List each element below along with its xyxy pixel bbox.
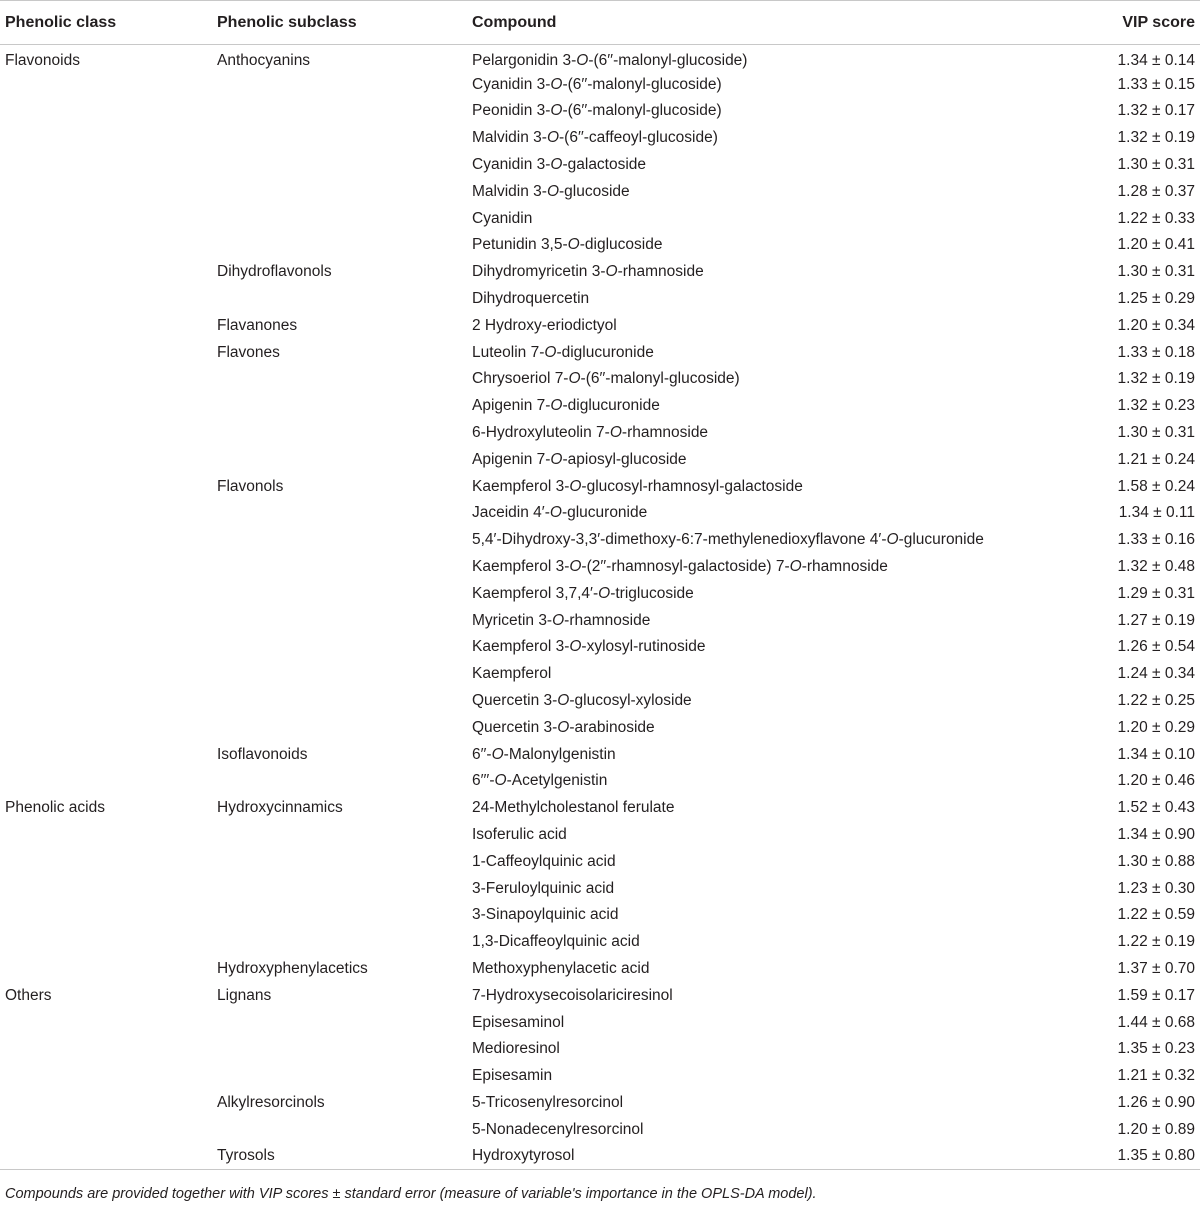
cell-compound: Cyanidin <box>472 209 533 227</box>
cell-phenolic-subclass: Flavones <box>217 343 280 361</box>
cell-compound: Petunidin 3,5-O-diglucoside <box>472 236 663 254</box>
cell-compound: Myricetin 3-O-rhamnoside <box>472 611 651 629</box>
cell-phenolic-subclass: Alkylresorcinols <box>217 1093 325 1111</box>
cell-phenolic-subclass <box>217 232 472 259</box>
cell-vip-score: 1.33 ± 0.16 <box>1117 531 1195 549</box>
header-compound: Compound <box>472 1 1032 45</box>
cell-phenolic-class <box>0 875 217 902</box>
cell-phenolic-class <box>0 848 217 875</box>
cell-compound: Dihydromyricetin 3-O-rhamnoside <box>472 263 704 281</box>
table-row <box>0 848 1200 875</box>
cell-phenolic-class <box>0 98 217 125</box>
table-row <box>0 554 1200 581</box>
table-row <box>0 500 1200 527</box>
cell-phenolic-class <box>0 205 217 232</box>
cell-vip-score: 1.29 ± 0.31 <box>1117 584 1195 602</box>
cell-vip-score: 1.30 ± 0.88 <box>1117 852 1195 870</box>
cell-phenolic-subclass <box>217 661 472 688</box>
cell-phenolic-class <box>0 554 217 581</box>
cell-phenolic-class <box>0 580 217 607</box>
cell-phenolic-class <box>0 607 217 634</box>
cell-compound: Isoferulic acid <box>472 826 567 843</box>
table-row <box>0 232 1200 259</box>
cell-vip-score: 1.59 ± 0.17 <box>1117 986 1195 1004</box>
table-row <box>0 1143 1200 1170</box>
cell-vip-score: 1.20 ± 0.41 <box>1117 236 1195 254</box>
cell-compound: 6′′-O-Malonylgenistin <box>472 745 616 763</box>
cell-vip-score: 1.44 ± 0.68 <box>1117 1013 1195 1031</box>
cell-compound: 3-Sinapoylquinic acid <box>472 906 619 924</box>
cell-vip-score: 1.24 ± 0.34 <box>1117 665 1195 683</box>
cell-phenolic-subclass <box>217 688 472 715</box>
cell-phenolic-subclass <box>217 580 472 607</box>
table-row <box>0 741 1200 768</box>
cell-phenolic-subclass <box>217 286 472 313</box>
cell-compound: Quercetin 3-O-glucosyl-xyloside <box>472 692 692 710</box>
cell-compound: Cyanidin 3-O-galactoside <box>472 156 647 174</box>
cell-compound: Cyanidin 3-O-(6′′-malonyl-glucoside) <box>472 75 722 93</box>
cell-phenolic-subclass <box>217 500 472 527</box>
cell-compound: Hydroxytyrosol <box>472 1143 1032 1170</box>
cell-compound: Jaceidin 4′-O-glucuronide <box>472 504 648 522</box>
header-phenolic-subclass: Phenolic subclass <box>217 1 472 45</box>
table-row <box>0 714 1200 741</box>
cell-vip-score: 1.21 ± 0.24 <box>1117 450 1195 468</box>
cell-phenolic-subclass: Hydroxycinnamics <box>217 799 343 817</box>
cell-phenolic-class <box>0 661 217 688</box>
cell-phenolic-subclass <box>217 152 472 179</box>
table-row <box>0 822 1200 849</box>
table-row <box>0 768 1200 795</box>
cell-phenolic-subclass <box>217 125 472 152</box>
cell-phenolic-subclass <box>217 527 472 554</box>
cell-phenolic-subclass <box>217 1063 472 1090</box>
header-vip-score: VIP score <box>1032 1 1200 45</box>
cell-phenolic-class: Others <box>5 986 52 1004</box>
table-row <box>0 259 1200 286</box>
table-row <box>0 446 1200 473</box>
header-row <box>0 1 1200 45</box>
cell-phenolic-subclass <box>217 607 472 634</box>
cell-phenolic-subclass <box>217 634 472 661</box>
table-row <box>0 607 1200 634</box>
cell-compound: 1,3-Dicaffeoylquinic acid <box>472 933 640 951</box>
cell-phenolic-subclass <box>217 1036 472 1063</box>
cell-compound: Kaempferol <box>472 665 552 683</box>
cell-vip-score: 1.28 ± 0.37 <box>1117 182 1195 200</box>
cell-phenolic-subclass <box>217 205 472 232</box>
cell-vip-score: 1.33 ± 0.18 <box>1117 343 1195 361</box>
table-row <box>0 688 1200 715</box>
cell-phenolic-class <box>0 393 217 420</box>
cell-compound: Episesaminol <box>472 1013 565 1031</box>
cell-phenolic-class <box>0 71 217 98</box>
cell-vip-score: 1.34 ± 0.10 <box>1117 745 1195 763</box>
cell-vip-score: 1.27 ± 0.19 <box>1117 611 1195 629</box>
table-row <box>0 1009 1200 1036</box>
cell-compound: 6′′′-O-Acetylgenistin <box>472 772 608 790</box>
cell-phenolic-class <box>0 714 217 741</box>
cell-vip-score: 1.33 ± 0.15 <box>1117 75 1195 93</box>
table-row <box>0 71 1200 98</box>
cell-compound: Apigenin 7-O-apiosyl-glucoside <box>472 450 687 468</box>
cell-phenolic-class <box>0 741 217 768</box>
table-row <box>0 527 1200 554</box>
cell-phenolic-class <box>0 822 217 849</box>
cell-compound: Malvidin 3-O-glucoside <box>472 182 630 200</box>
cell-phenolic-class <box>0 125 217 152</box>
table-row <box>0 634 1200 661</box>
cell-phenolic-subclass: Tyrosols <box>217 1143 472 1170</box>
cell-phenolic-subclass <box>217 393 472 420</box>
cell-compound: Kaempferol 3-O-glucosyl-rhamnosyl-galactoside <box>472 477 803 495</box>
table-row <box>0 473 1200 500</box>
cell-phenolic-class <box>0 1063 217 1090</box>
cell-vip-score: 1.22 ± 0.19 <box>1117 933 1195 951</box>
table-row <box>0 205 1200 232</box>
cell-phenolic-class <box>0 1036 217 1063</box>
table-row <box>0 982 1200 1009</box>
cell-phenolic-class <box>0 312 217 339</box>
table-row <box>0 1116 1200 1143</box>
table-row <box>0 312 1200 339</box>
cell-vip-score: 1.32 ± 0.19 <box>1117 370 1195 388</box>
cell-vip-score: 1.30 ± 0.31 <box>1117 424 1195 442</box>
table-row <box>0 661 1200 688</box>
table-row <box>0 286 1200 313</box>
cell-phenolic-class <box>0 688 217 715</box>
cell-compound: Kaempferol 3-O-(2′′-rhamnosyl-galactoside) 7-O-rhamnoside <box>472 558 888 576</box>
cell-vip-score: 1.26 ± 0.90 <box>1117 1093 1195 1111</box>
cell-compound: Medioresinol <box>472 1040 560 1058</box>
cell-vip-score: 1.20 ± 0.29 <box>1117 718 1195 736</box>
cell-phenolic-class <box>0 366 217 393</box>
cell-compound: Pelargonidin 3-O-(6′′-malonyl-glucoside) <box>472 52 748 70</box>
cell-compound: 5-Nonadecenylresorcinol <box>472 1120 644 1138</box>
cell-phenolic-class <box>0 1090 217 1117</box>
table-row <box>0 1090 1200 1117</box>
table-row <box>0 956 1200 983</box>
cell-phenolic-subclass <box>217 366 472 393</box>
cell-phenolic-subclass: Hydroxyphenylacetics <box>217 959 368 977</box>
cell-vip-score: 1.34 ± 0.90 <box>1117 826 1195 843</box>
table-row <box>0 393 1200 420</box>
table-row <box>0 1063 1200 1090</box>
table-row <box>0 45 1200 72</box>
cell-compound: Peonidin 3-O-(6′′-malonyl-glucoside) <box>472 102 722 120</box>
cell-phenolic-class <box>0 232 217 259</box>
cell-vip-score: 1.32 ± 0.23 <box>1117 397 1195 415</box>
table-header <box>0 1 1200 45</box>
cell-phenolic-subclass <box>217 98 472 125</box>
cell-phenolic-subclass <box>217 848 472 875</box>
cell-vip-score: 1.37 ± 0.70 <box>1117 959 1195 977</box>
cell-phenolic-subclass <box>217 178 472 205</box>
cell-phenolic-subclass <box>217 71 472 98</box>
cell-vip-score: 1.22 ± 0.59 <box>1117 906 1195 924</box>
cell-vip-score: 1.20 ± 0.46 <box>1117 772 1195 790</box>
cell-phenolic-subclass <box>217 446 472 473</box>
cell-vip-score: 1.52 ± 0.43 <box>1117 799 1195 817</box>
cell-phenolic-class <box>0 473 217 500</box>
cell-vip-score: 1.20 ± 0.34 <box>1117 316 1195 334</box>
table-row <box>0 152 1200 179</box>
cell-compound: 3-Feruloylquinic acid <box>472 879 615 897</box>
cell-compound: 6-Hydroxyluteolin 7-O-rhamnoside <box>472 424 709 442</box>
cell-phenolic-class <box>0 446 217 473</box>
cell-phenolic-class <box>0 152 217 179</box>
table-row <box>0 366 1200 393</box>
cell-phenolic-subclass <box>217 714 472 741</box>
cell-compound: 7-Hydroxysecoisolariciresinol <box>472 986 673 1004</box>
cell-phenolic-subclass <box>217 902 472 929</box>
table-row <box>0 125 1200 152</box>
table-body <box>0 45 1200 1170</box>
cell-phenolic-subclass <box>217 1116 472 1143</box>
cell-phenolic-subclass <box>217 768 472 795</box>
cell-phenolic-class <box>0 420 217 447</box>
cell-compound: 1-Caffeoylquinic acid <box>472 852 616 870</box>
table-row <box>0 580 1200 607</box>
cell-phenolic-subclass <box>217 822 472 849</box>
cell-compound: 5,4′-Dihydroxy-3,3′-dimethoxy-6:7-methylenedioxyflavone 4′-O-glucuronide <box>472 531 984 549</box>
cell-vip-score: 1.20 ± 0.89 <box>1117 1120 1195 1138</box>
cell-phenolic-class <box>0 1009 217 1036</box>
cell-vip-score: 1.21 ± 0.32 <box>1117 1067 1195 1085</box>
table-row <box>0 902 1200 929</box>
cell-phenolic-class <box>0 902 217 929</box>
cell-phenolic-subclass: Dihydroflavonols <box>217 263 332 281</box>
cell-phenolic-class <box>0 259 217 286</box>
cell-compound: Methoxyphenylacetic acid <box>472 959 650 977</box>
cell-vip-score: 1.30 ± 0.31 <box>1117 263 1195 281</box>
cell-vip-score: 1.23 ± 0.30 <box>1117 879 1195 897</box>
cell-vip-score: 1.34 ± 0.11 <box>1118 504 1195 522</box>
cell-compound: 5-Tricosenylresorcinol <box>472 1093 624 1111</box>
cell-vip-score: 1.35 ± 0.23 <box>1117 1040 1195 1058</box>
table-row <box>0 178 1200 205</box>
cell-phenolic-class <box>0 286 217 313</box>
cell-phenolic-class <box>0 768 217 795</box>
cell-phenolic-class <box>0 500 217 527</box>
cell-phenolic-subclass: Lignans <box>217 986 272 1004</box>
table-row <box>0 420 1200 447</box>
cell-phenolic-subclass <box>217 420 472 447</box>
cell-phenolic-subclass <box>217 554 472 581</box>
table-row <box>0 795 1200 822</box>
header-phenolic-class: Phenolic class <box>0 1 217 45</box>
cell-phenolic-class <box>0 339 217 366</box>
cell-compound: Episesamin <box>472 1067 553 1085</box>
cell-vip-score: 1.58 ± 0.24 <box>1117 477 1195 495</box>
table-row <box>0 1036 1200 1063</box>
cell-phenolic-subclass: Flavanones <box>217 316 298 334</box>
cell-compound: 24-Methylcholestanol ferulate <box>472 799 675 817</box>
cell-vip-score: 1.22 ± 0.33 <box>1117 209 1195 227</box>
cell-compound: 2 Hydroxy-eriodictyol <box>472 316 617 334</box>
cell-compound: Quercetin 3-O-arabinoside <box>472 718 655 736</box>
cell-compound: Kaempferol 3,7,4′-O-triglucoside <box>472 584 694 602</box>
cell-vip-score: 1.32 ± 0.19 <box>1117 129 1195 147</box>
cell-vip-score: 1.22 ± 0.25 <box>1117 692 1195 710</box>
cell-phenolic-subclass: Anthocyanins <box>217 52 311 70</box>
cell-vip-score: 1.34 ± 0.14 <box>1117 52 1195 70</box>
cell-phenolic-class <box>0 634 217 661</box>
cell-compound: Apigenin 7-O-diglucuronide <box>472 397 660 415</box>
table-row <box>0 929 1200 956</box>
cell-phenolic-subclass <box>217 929 472 956</box>
cell-vip-score: 1.26 ± 0.54 <box>1117 638 1195 656</box>
cell-phenolic-class <box>0 1116 217 1143</box>
cell-vip-score: 1.30 ± 0.31 <box>1117 156 1195 174</box>
cell-vip-score: 1.32 ± 0.17 <box>1117 102 1195 120</box>
cell-compound: Dihydroquercetin <box>472 290 590 308</box>
cell-compound: Kaempferol 3-O-xylosyl-rutinoside <box>472 638 706 656</box>
cell-phenolic-subclass <box>217 875 472 902</box>
cell-phenolic-class: Flavonoids <box>5 52 80 70</box>
cell-phenolic-subclass: Flavonols <box>217 477 284 495</box>
cell-phenolic-subclass: Isoflavonoids <box>217 745 308 763</box>
cell-phenolic-class <box>0 527 217 554</box>
cell-phenolic-class: Phenolic acids <box>5 799 105 817</box>
cell-vip-score: 1.25 ± 0.29 <box>1117 290 1195 308</box>
table-row <box>0 875 1200 902</box>
cell-compound: Malvidin 3-O-(6′′-caffeoyl-glucoside) <box>472 129 718 147</box>
cell-vip-score: 1.35 ± 0.80 <box>1032 1143 1200 1170</box>
cell-compound: Chrysoeriol 7-O-(6′′-malonyl-glucoside) <box>472 370 740 388</box>
cell-compound: Luteolin 7-O-diglucuronide <box>472 343 654 361</box>
table-row <box>0 98 1200 125</box>
table-row <box>0 339 1200 366</box>
cell-phenolic-class <box>0 178 217 205</box>
cell-phenolic-class <box>0 956 217 983</box>
cell-phenolic-class <box>0 929 217 956</box>
table-footnote: Compounds are provided together with VIP scores ± standard error (measure of variable's importance in the OPLS-DA model). <box>5 1186 817 1202</box>
cell-phenolic-subclass <box>217 1009 472 1036</box>
cell-phenolic-class <box>0 1143 217 1170</box>
cell-vip-score: 1.32 ± 0.48 <box>1117 558 1195 576</box>
